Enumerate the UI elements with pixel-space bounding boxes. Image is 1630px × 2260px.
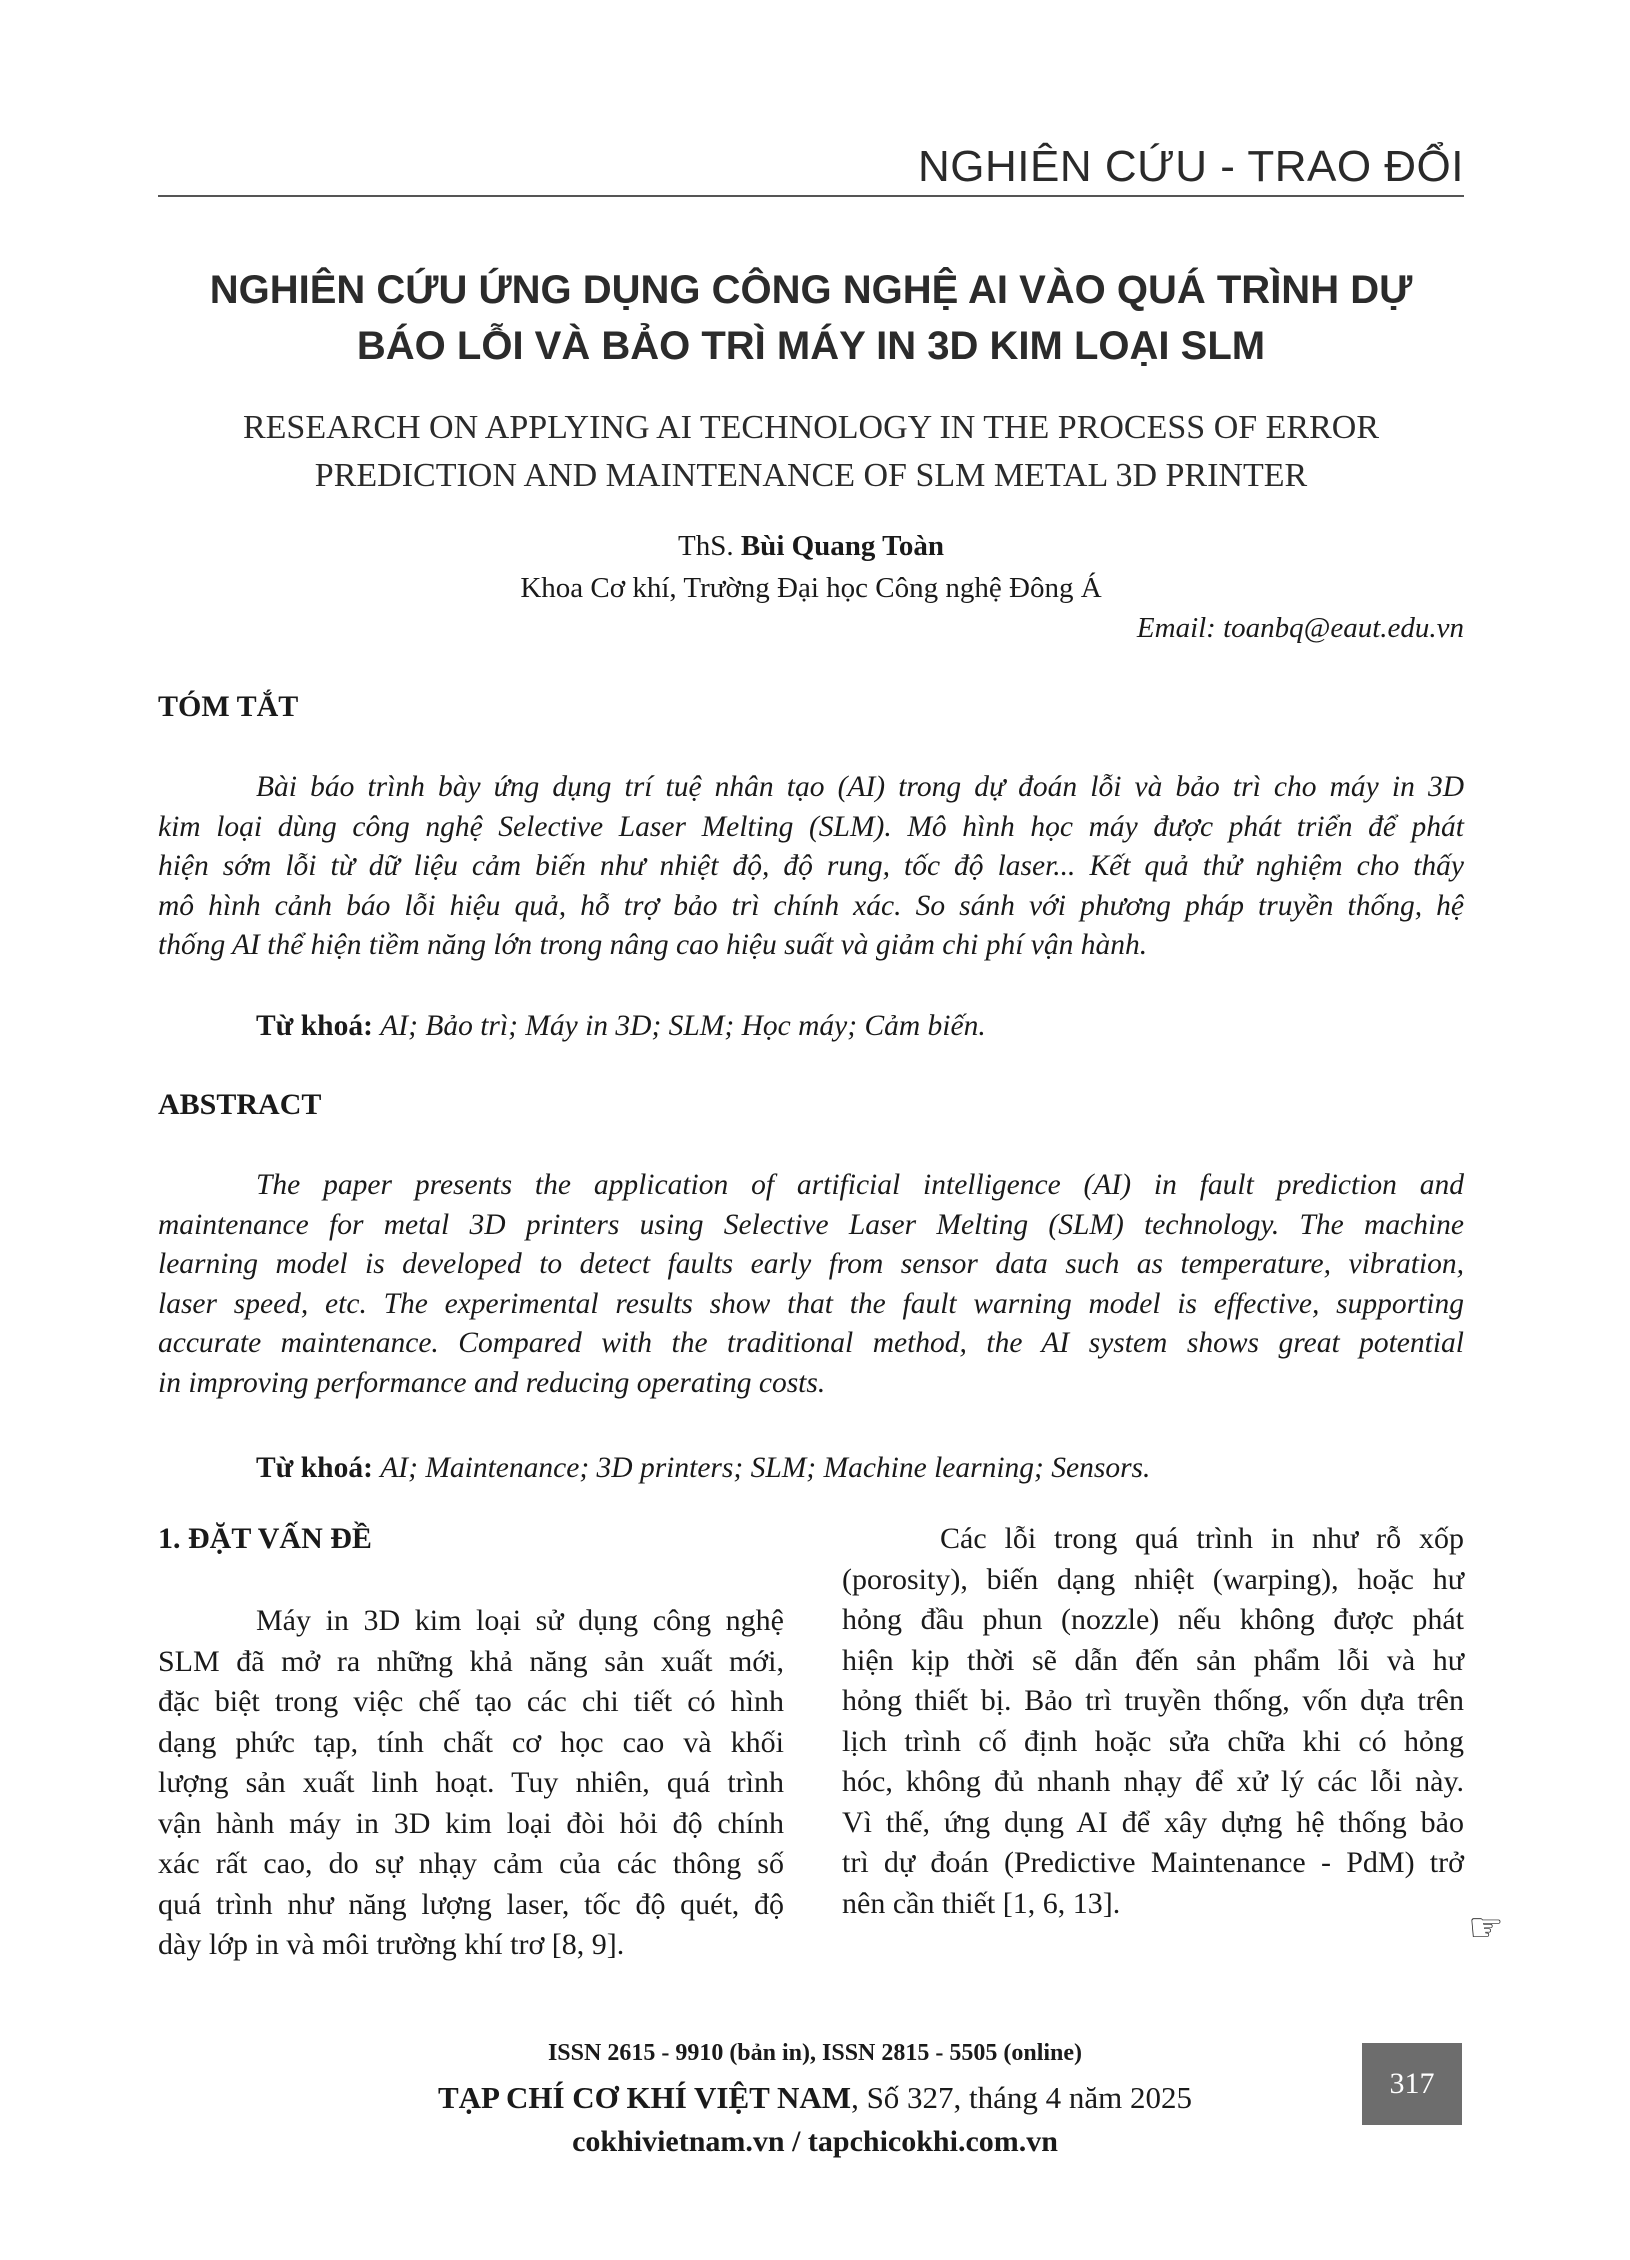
text-line: quá trình như năng lượng laser, tốc độ quét, độ [158, 1887, 784, 1921]
text-line: maintenance for metal 3D printers using Selective Laser Melting (SLM) technology. The machine [158, 1208, 1464, 1241]
footer-issn: ISSN 2615 - 9910 (bản in), ISSN 2815 - 5505 (online) [547, 2040, 1083, 2066]
author-affiliation: Khoa Cơ khí, Trường Đại học Công nghệ Đông Á [520, 572, 1102, 604]
text-line: learning model is developed to detect faults early from sensor data such as temperature, vibration, [158, 1248, 1464, 1281]
text-line: hiện kịp thời sẽ dẫn đến sản phẩm lỗi và hư [842, 1643, 1464, 1677]
title-en-line: RESEARCH ON APPLYING AI TECHNOLOGY IN THE PROCESS OF ERROR [242, 409, 1380, 446]
text-line: dạng phức tạp, tính chất cơ học cao và khối [158, 1725, 784, 1759]
keywords-text: AI; Maintenance; 3D printers; SLM; Machine learning; Sensors. [380, 1452, 1151, 1484]
journal-issue: , Số 327, tháng 4 năm 2025 [851, 2080, 1193, 2115]
keywords-text: AI; Bảo trì; Máy in 3D; SLM; Học máy; Cảm biến. [380, 1010, 986, 1042]
text-line: Các lỗi trong quá trình in như rỗ xốp [940, 1522, 1464, 1555]
author-email: Email: toanbq@eaut.edu.vn [1136, 612, 1464, 644]
text-line: hỏng đầu phun (nozzle) nếu không được phát [842, 1603, 1464, 1636]
section-label: NGHIÊN CỨU - TRAO ĐỔI [918, 142, 1464, 191]
abstract-heading: ABSTRACT [158, 1088, 322, 1121]
title-en-line: PREDICTION AND MAINTENANCE OF SLM METAL 3D PRINTER [314, 457, 1308, 494]
keywords-label: Từ khoá: [256, 1010, 373, 1042]
text-line: trì dự đoán (Predictive Maintenance - PdM) trở [842, 1846, 1464, 1879]
page-number: 317 [1362, 2043, 1462, 2125]
keywords-label: Từ khoá: [256, 1452, 373, 1484]
text-line: Bài báo trình bày ứng dụng trí tuệ nhân tạo (AI) trong dự đoán lỗi và bảo trì cho máy in 3D [256, 771, 1464, 803]
author-name: Bùi Quang Toàn [740, 530, 944, 562]
text-line: in improving performance and reducing operating costs. [158, 1366, 826, 1399]
footer-website: cokhivietnam.vn / tapchicokhi.com.vn [572, 2125, 1058, 2158]
tomtat-heading: TÓM TẮT [158, 690, 299, 723]
author-line [158, 530, 1464, 563]
header-rule [158, 195, 1464, 197]
text-line: lượng sản xuất linh hoạt. Tuy nhiên, quá trình [158, 1766, 784, 1799]
title-vietnamese [158, 262, 1464, 374]
text-line: The paper presents the application of artificial intelligence (AI) in fault prediction and [256, 1169, 1464, 1201]
section-1-right-column [842, 1519, 1464, 1924]
title-vi-line: BÁO LỖI VÀ BẢO TRÌ MÁY IN 3D KIM LOẠI SLM [356, 324, 1266, 368]
text-line: laser speed, etc. The experimental results show that the fault warning model is effective, supporting [158, 1287, 1464, 1320]
text-line: xác rất cao, do sự nhạy cảm của các thông số [158, 1847, 784, 1880]
text-line: (porosity), biến dạng nhiệt (warping), hoặc hư [842, 1562, 1464, 1596]
author-prefix: ThS. [678, 530, 734, 562]
section-1-left-column [158, 1601, 784, 1966]
text-line: hỏng thiết bị. Bảo trì truyền thống, vốn dựa trên [842, 1684, 1464, 1717]
text-line: thống AI thể hiện tiềm năng lớn trong nâng cao hiệu suất và giảm chi phí vận hành. [158, 929, 1148, 962]
text-line: đặc biệt trong việc chế tạo các chi tiết có hình [158, 1685, 784, 1718]
text-line: hóc, không đủ nhanh nhạy để xử lý các lỗi này. [842, 1765, 1464, 1798]
keywords-vietnamese [256, 1010, 986, 1043]
text-line: kim loại dùng công nghệ Selective Laser Melting (SLM). Mô hình học máy được phát triển để phát [158, 810, 1464, 843]
text-line: dày lớp in và môi trường khí trơ [8, 9]. [158, 1928, 625, 1961]
section-1-heading: 1. ĐẶT VẤN ĐỀ [158, 1522, 372, 1555]
text-line: SLM đã mở ra những khả năng sản xuất mới, [158, 1644, 784, 1678]
abstract-paragraph [158, 1166, 1464, 1404]
text-line: Vì thế, ứng dụng AI để xây dựng hệ thống bảo [842, 1805, 1464, 1839]
tomtat-paragraph [158, 768, 1464, 966]
pointing-hand-icon: ☞ [1468, 1905, 1504, 1950]
title-vi-line: NGHIÊN CỨU ỨNG DỤNG CÔNG NGHỆ AI VÀO QUÁ TRÌNH DỰ [209, 268, 1413, 312]
text-line: accurate maintenance. Compared with the traditional method, the AI system shows great potential [158, 1327, 1464, 1360]
text-line: lịch trình cố định hoặc sửa chữa khi có hỏng [842, 1724, 1464, 1758]
journal-name: TẠP CHÍ CƠ KHÍ VIỆT NAM [437, 2080, 852, 2115]
keywords-english [256, 1452, 1150, 1485]
text-line: vận hành máy in 3D kim loại đòi hỏi độ chính [158, 1806, 784, 1840]
title-english [158, 404, 1464, 500]
text-line: Máy in 3D kim loại sử dụng công nghệ [256, 1604, 784, 1637]
text-line: mô hình cảnh báo lỗi hiệu quả, hỗ trợ bảo trì chính xác. So sánh với phương pháp truyền thống, hệ [158, 889, 1464, 922]
text-line: hiện sớm lỗi từ dữ liệu cảm biến như nhiệt độ, độ rung, tốc độ laser... Kết quả thử nghiệm cho thấy [158, 850, 1464, 883]
text-line: nên cần thiết [1, 6, 13]. [842, 1886, 1121, 1920]
